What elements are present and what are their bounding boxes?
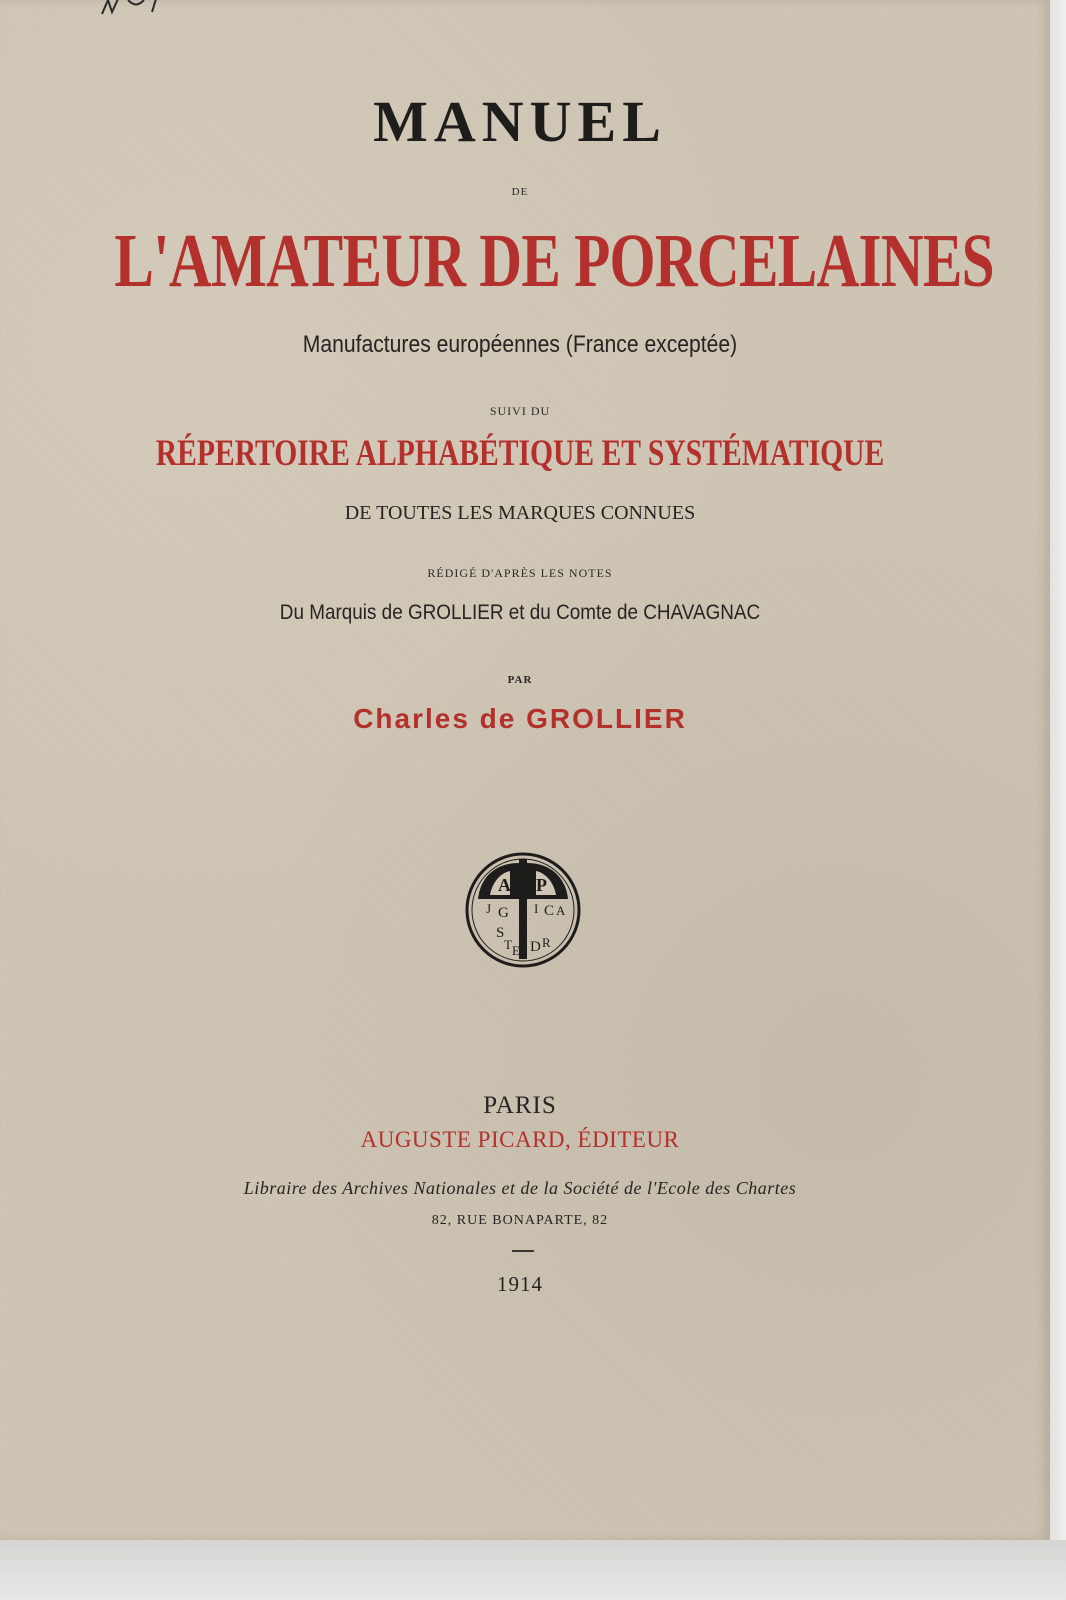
emblem-letter: G	[498, 905, 509, 921]
marks-subheading: DE TOUTES LES MARQUES CONNUES	[344, 502, 696, 524]
divider-rule	[512, 1250, 534, 1252]
emblem-letter: P	[536, 875, 547, 895]
author-name: Charles de GROLLIER	[353, 703, 687, 734]
imprint-publisher: AUGUSTE PICARD, ÉDITEUR	[360, 1127, 680, 1152]
background-bottom	[0, 1540, 1066, 1600]
redige-note: RÉDIGÉ D'APRÈS LES NOTES	[427, 566, 613, 580]
book-subtitle: Manufactures européennes (France exceptée)	[302, 331, 738, 358]
handwritten-mark	[98, 0, 178, 18]
emblem-letter: C	[544, 903, 555, 919]
repertoire-heading: RÉPERTOIRE ALPHABÉTIQUE ET SYSTÉMATIQUE	[155, 433, 885, 474]
imprint-bookseller: Libraire des Archives Nationales et de la Société de l'Ecole des Chartes	[243, 1178, 797, 1198]
emblem-letter: T	[504, 937, 512, 952]
emblem-letter: E	[512, 943, 520, 958]
title-connector: DE	[511, 186, 529, 198]
emblem-letter: R	[542, 935, 551, 950]
publisher-emblem-icon	[464, 851, 582, 969]
emblem-letter: A	[498, 875, 511, 895]
imprint-city: PARIS	[483, 1092, 557, 1119]
emblem-letter: D	[530, 939, 541, 955]
emblem-letter: I	[534, 901, 539, 916]
imprint-address: 82, RUE BONAPARTE, 82	[431, 1213, 609, 1228]
background-edge	[1050, 0, 1066, 1600]
imprint-year: 1914	[497, 1272, 543, 1296]
emblem-letter: A	[556, 903, 566, 918]
followed-by: SUIVI DU	[489, 404, 551, 418]
par-label: PAR	[507, 674, 533, 686]
book-subject: L'AMATEUR DE PORCELAINES	[114, 219, 994, 303]
emblem-letter: J	[486, 901, 492, 916]
emblem-letter: S	[496, 925, 505, 941]
notes-attribution: Du Marquis de GROLLIER et du Comte de CHAVAGNAC	[279, 601, 761, 624]
book-title: MANUEL	[373, 89, 667, 154]
